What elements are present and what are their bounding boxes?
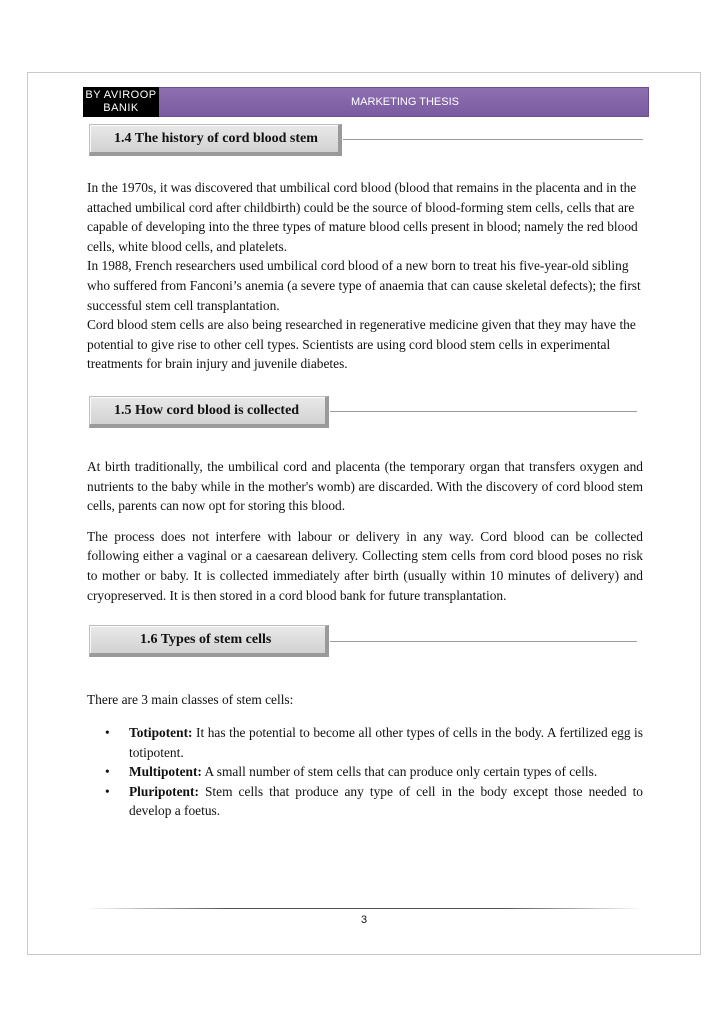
paragraph: At birth traditionally, the umbilical cord and placenta (the temporary organ that transfers oxygen and nutrients to the baby while in the mother's womb) are discarded. With the discovery of cord blood stem cells, parents can now opt for storing this blood.: [87, 459, 643, 514]
list-item-term: Totipotent:: [129, 725, 193, 740]
paragraph: Cord blood stem cells are also being researched in regenerative medicine given that they may have the potential to give rise to other cell types. Scientists are using cord blood stem cells in experimental treatments for brain injury and juvenile diabetes.: [87, 317, 636, 372]
stem-cell-types-list: [105, 723, 643, 821]
bullet-icon: •: [105, 764, 110, 780]
paragraph: The process does not interfere with labour or delivery in any way. Cord blood can be collected following either a vaginal or a caesarean delivery. Collecting stem cells from cord blood poses no risk to mother or baby. It is collected immediately after birth (usually within 10 minutes of delivery) and cryopreserved. It is then stored in a cord blood bank for future transplantation.: [87, 528, 643, 603]
list-item: [105, 762, 643, 782]
page-number: 3: [360, 914, 368, 926]
section-heading-1-5: 1.5 How cord blood is collected: [89, 396, 329, 428]
list-item-text: It has the potential to become all other types of cells in the body. A fertilized egg is totipotent.: [129, 725, 643, 760]
list-item-text: Stem cells that produce any type of cell in the body except those needed to develop a foetus.: [129, 783, 643, 819]
header-author-line1: BY AVIROOP: [85, 89, 157, 101]
paragraph: In the 1970s, it was discovered that umbilical cord blood (blood that remains in the placenta and in the attached umbilical cord after childbirth) could be the source of blood-forming stem cells, cells that are capable of developing into the three types of mature blood cells present in blood; namely the red blood cells, white blood cells, and platelets.: [87, 180, 638, 254]
list-item-term: Pluripotent:: [129, 783, 199, 799]
section-heading-1-6: 1.6 Types of stem cells: [89, 625, 329, 657]
section-1-6-intro: There are 3 main classes of stem cells:: [87, 692, 294, 707]
section-rule-1-4: [343, 139, 643, 140]
section-rule-1-5: [330, 411, 637, 412]
list-item-term: Multipotent:: [129, 764, 202, 780]
section-rule-1-6: [330, 641, 637, 642]
paragraph: In 1988, French researchers used umbilical cord blood of a new born to treat his five-year-old sibling who suffered from Fanconi’s anemia (a severe type of anaemia that can cause skeletal defects); the first successful stem cell transplantation.: [87, 258, 641, 313]
list-item: [105, 782, 643, 821]
section-heading-1-4: 1.4 The history of cord blood stem: [89, 124, 342, 156]
footer-rule: [85, 908, 645, 909]
header-author-line2: BANIK: [103, 102, 139, 114]
section-1-5-body: [87, 457, 643, 605]
list-item-text: A small number of stem cells that can produce only certain types of cells.: [201, 764, 598, 780]
header-title: MARKETING THESIS: [351, 96, 459, 108]
bullet-icon: •: [105, 783, 110, 799]
list-item: [105, 723, 643, 762]
bullet-icon: •: [105, 725, 110, 740]
section-1-4-body: [87, 178, 643, 374]
header-author: [83, 87, 159, 117]
